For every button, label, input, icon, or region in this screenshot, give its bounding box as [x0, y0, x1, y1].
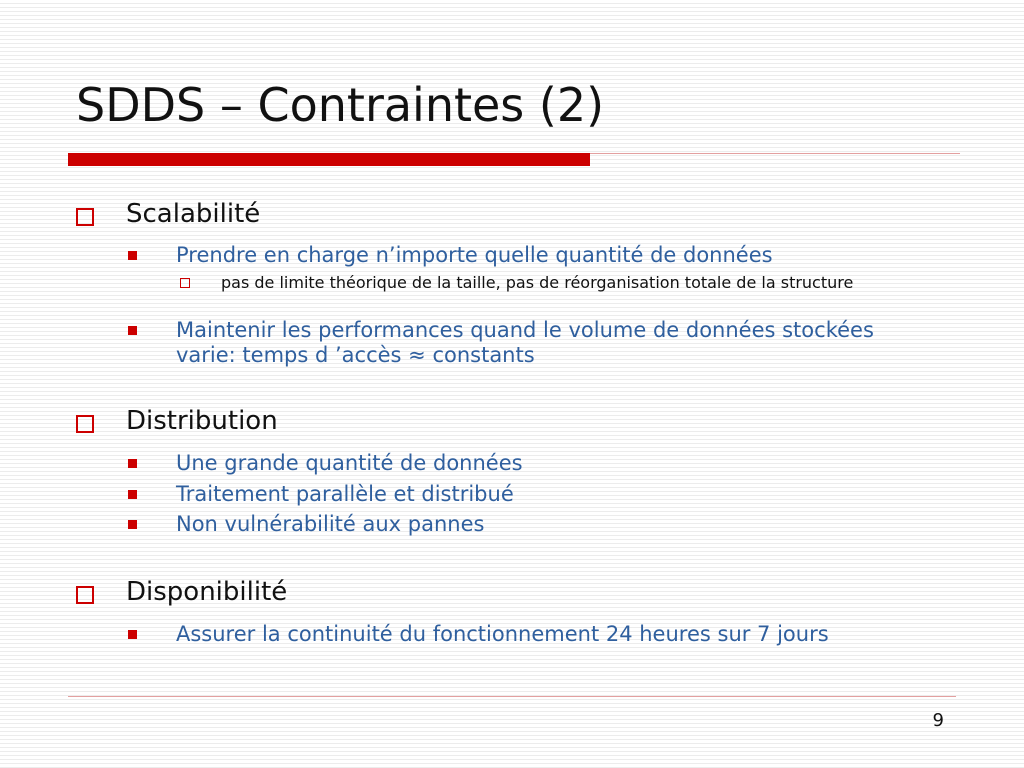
filled-square-bullet-icon — [128, 520, 137, 529]
filled-square-bullet-icon — [128, 251, 137, 260]
filled-square-bullet-icon — [128, 459, 137, 468]
filled-square-bullet-icon — [128, 630, 137, 639]
title-divider-line — [590, 153, 960, 154]
list-item-text: Traitement parallèle et distribué — [176, 482, 514, 506]
section-heading-label: Scalabilité — [126, 199, 261, 229]
hollow-square-bullet-icon — [76, 208, 94, 226]
list-item-text: Assurer la continuité du fonctionnement 24 heures sur 7 jours — [176, 622, 829, 646]
filled-square-bullet-icon — [128, 490, 137, 499]
filled-square-bullet-icon — [128, 326, 137, 335]
list-item-text: Non vulnérabilité aux pannes — [176, 512, 485, 536]
sub-list-item-text: pas de limite théorique de la taille, pas de réorganisation totale de la structure — [221, 273, 854, 292]
section-heading-label: Disponibilité — [126, 577, 288, 607]
hollow-square-bullet-icon — [76, 586, 94, 604]
list-item-text: Maintenir les performances quand le volume de données stockées varie: temps d ’accès ≈ constants — [176, 318, 874, 367]
footer-divider-line — [68, 696, 956, 697]
list-item-text: Prendre en charge n’importe quelle quantité de données — [176, 243, 773, 267]
title-accent-bar — [68, 153, 590, 166]
hollow-square-bullet-icon — [76, 415, 94, 433]
slide-title: SDDS – Contraintes (2) — [76, 78, 605, 132]
hollow-square-bullet-icon — [180, 278, 190, 288]
section-heading-label: Distribution — [126, 406, 278, 436]
page-number: 9 — [932, 710, 944, 731]
list-item-text: Une grande quantité de données — [176, 451, 523, 475]
